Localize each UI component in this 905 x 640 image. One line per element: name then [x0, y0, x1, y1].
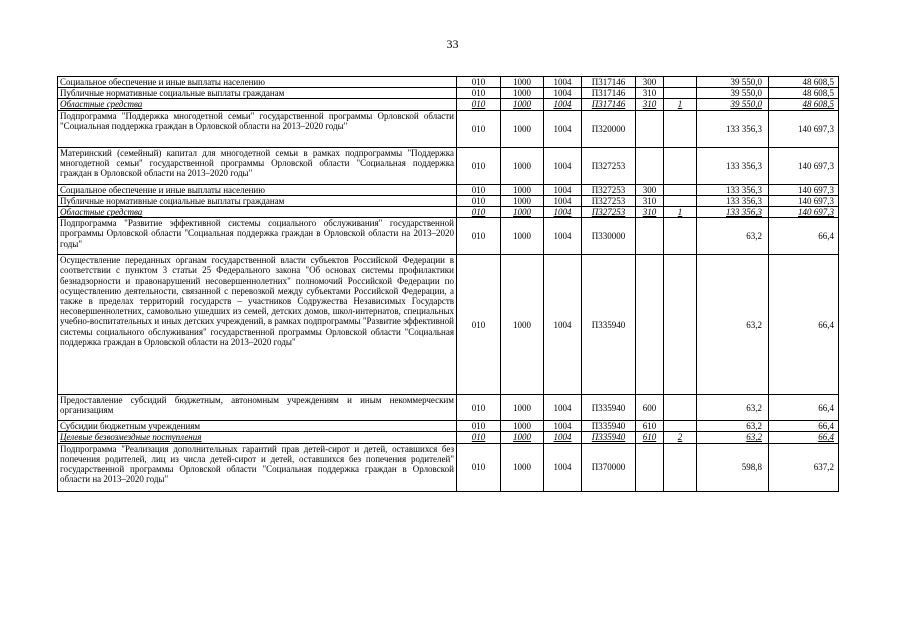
funding-source-code — [664, 184, 697, 195]
target-article-code: П335940 — [582, 432, 636, 443]
row-description — [58, 432, 457, 443]
table-row — [58, 443, 839, 491]
ministry-code: 010 — [457, 218, 501, 255]
table-row — [58, 195, 839, 206]
subsection-code: 1004 — [544, 432, 582, 443]
amount-year-1: 63,2 — [697, 255, 769, 395]
subsection-code: 1004 — [544, 218, 582, 255]
row-description: Публичные нормативные социальные выплаты гражданам — [58, 195, 457, 206]
amount-year-1: 63,2 — [697, 218, 769, 255]
amount-year-2: 140 697,3 — [769, 147, 839, 184]
expense-type-code: 310 — [636, 99, 664, 110]
funding-source-code — [664, 421, 697, 432]
section-code: 1000 — [501, 195, 544, 206]
section-code: 1000 — [501, 99, 544, 110]
amount-year-2: 140 697,3 — [769, 184, 839, 195]
amount-year-2: 48 608,5 — [769, 88, 839, 99]
amount-year-2: 66,4 — [769, 255, 839, 395]
section-code: 1000 — [501, 421, 544, 432]
funding-source-code: 1 — [664, 99, 697, 110]
target-article-code: П327253 — [582, 195, 636, 206]
section-code: 1000 — [501, 110, 544, 147]
section-code: 1000 — [501, 218, 544, 255]
amount-year-2: 140 697,3 — [769, 110, 839, 147]
funding-source-code — [664, 88, 697, 99]
target-article-code: П370000 — [582, 443, 636, 491]
ministry-code: 010 — [457, 207, 501, 218]
amount-year-2: 66,4 — [769, 218, 839, 255]
subsection-code: 1004 — [544, 99, 582, 110]
table-row — [58, 207, 839, 218]
amount-year-2: 637,2 — [769, 443, 839, 491]
funding-source-code — [664, 195, 697, 206]
ministry-code: 010 — [457, 195, 501, 206]
subsection-code: 1004 — [544, 443, 582, 491]
amount-year-2: 48 608,5 — [769, 99, 839, 110]
table-row — [58, 218, 839, 255]
ministry-code: 010 — [457, 255, 501, 395]
subsection-code: 1004 — [544, 395, 582, 421]
section-code: 1000 — [501, 207, 544, 218]
amount-year-1: 133 356,3 — [697, 195, 769, 206]
section-code: 1000 — [501, 255, 544, 395]
subsection-code: 1004 — [544, 421, 582, 432]
expense-type-code: 600 — [636, 395, 664, 421]
funding-source-code — [664, 77, 697, 88]
target-article-code: П327253 — [582, 184, 636, 195]
subsection-code: 1004 — [544, 195, 582, 206]
amount-year-2: 66,4 — [769, 395, 839, 421]
row-description — [58, 99, 457, 110]
amount-year-1: 63,2 — [697, 421, 769, 432]
section-code: 1000 — [501, 184, 544, 195]
expense-type-code — [636, 110, 664, 147]
target-article-code: П327253 — [582, 207, 636, 218]
table-row — [58, 88, 839, 99]
amount-year-2: 140 697,3 — [769, 195, 839, 206]
row-description: Предоставление субсидий бюджетным, автономным учреждениям и иным некоммерческим организациям — [58, 395, 457, 421]
table-row — [58, 432, 839, 443]
amount-year-1: 133 356,3 — [697, 207, 769, 218]
ministry-code: 010 — [457, 110, 501, 147]
row-description: Субсидии бюджетным учреждениям — [58, 421, 457, 432]
subsection-code: 1004 — [544, 88, 582, 99]
expense-type-code — [636, 218, 664, 255]
target-article-code: П320000 — [582, 110, 636, 147]
expense-type-code: 300 — [636, 77, 664, 88]
expense-type-code: 310 — [636, 207, 664, 218]
table-row — [58, 395, 839, 421]
table-row — [58, 184, 839, 195]
target-article-code: П317146 — [582, 77, 636, 88]
amount-year-1: 133 356,3 — [697, 147, 769, 184]
target-article-code: П327253 — [582, 147, 636, 184]
subsection-code: 1004 — [544, 255, 582, 395]
expense-type-code — [636, 255, 664, 395]
expense-type-code — [636, 147, 664, 184]
ministry-code: 010 — [457, 99, 501, 110]
target-article-code: П335940 — [582, 395, 636, 421]
funding-source-code — [664, 395, 697, 421]
expense-type-code: 310 — [636, 195, 664, 206]
expense-type-code: 610 — [636, 432, 664, 443]
section-code: 1000 — [501, 443, 544, 491]
funding-source-code: 2 — [664, 432, 697, 443]
target-article-code: П335940 — [582, 421, 636, 432]
row-description: Социальное обеспечение и иные выплаты населению — [58, 184, 457, 195]
amount-year-1: 39 550,0 — [697, 88, 769, 99]
amount-year-1: 39 550,0 — [697, 77, 769, 88]
table-row — [58, 147, 839, 184]
subsection-code: 1004 — [544, 207, 582, 218]
funding-source-code — [664, 110, 697, 147]
table-row — [58, 99, 839, 110]
expense-type-code — [636, 443, 664, 491]
ministry-code: 010 — [457, 395, 501, 421]
target-article-code: П335940 — [582, 255, 636, 395]
ministry-code: 010 — [457, 421, 501, 432]
table-row — [58, 255, 839, 395]
ministry-code: 010 — [457, 77, 501, 88]
expense-type-code: 310 — [636, 88, 664, 99]
amount-year-1: 39 550,0 — [697, 99, 769, 110]
funding-source-code — [664, 443, 697, 491]
target-article-code: П317146 — [582, 88, 636, 99]
expense-type-code: 300 — [636, 184, 664, 195]
funding-source-code — [664, 255, 697, 395]
funding-source-code — [664, 147, 697, 184]
subsection-code: 1004 — [544, 184, 582, 195]
funding-source-code: 1 — [664, 207, 697, 218]
ministry-code: 010 — [457, 432, 501, 443]
row-description: Подпрограмма "Реализация дополнительных гарантий прав детей-сирот и детей, оставшихся без попечения родителей, лиц из числа детей-сирот и детей, оставшихся без попечения родителей" государственной программы Орловской области "Социальная поддержка граждан в Орловской области на 2013–2020 годы" — [58, 443, 457, 491]
ministry-code: 010 — [457, 147, 501, 184]
amount-year-2: 66,4 — [769, 421, 839, 432]
section-code: 1000 — [501, 395, 544, 421]
row-description — [58, 207, 457, 218]
row-description: Осуществление переданных органам государственной власти субъектов Российской Федерации в соответствии с пунктом 3 статьи 25 Федерального закона "Об основах системы профилактики безнадзорности и правонарушений несовершеннолетних" полномочий Российской Федерации по осуществлению деятельности, связанной с перевозкой между субъектами Российской Федерации, а также в пределах территорий государств – участников Содружества Независимых Государств несовершеннолетних, самовольно ушедших из семей, детских домов, школ-интернатов, специальных учебно-воспитательных и иных детских учреждений, в рамках подпрограммы "Развитие эффективной системы социального обслуживания" государственной программы Орловской области "Социальная поддержка граждан в Орловской области на 2013–2020 годы" — [58, 255, 457, 395]
section-code: 1000 — [501, 147, 544, 184]
table-row — [58, 77, 839, 88]
section-code: 1000 — [501, 432, 544, 443]
amount-year-2: 48 608,5 — [769, 77, 839, 88]
row-description: Материнский (семейный) капитал для многодетной семьи в рамках подпрограммы "Поддержка многодетной семьи" государственной программы Орловской области "Социальная поддержка граждан в Орловской области на 2013–2020 годы" — [58, 147, 457, 184]
row-description: Подпрограмма "Развитие эффективной системы социального обслуживания" государственной программы Орловской области "Социальная поддержка граждан в Орловской области на 2013–2020 годы" — [58, 218, 457, 255]
row-description: Подпрограмма "Поддержка многодетной семьи" государственной программы Орловской области "Социальная поддержка граждан в Орловской области на 2013–2020 годы" — [58, 110, 457, 147]
page-number: 33 — [446, 37, 459, 51]
funding-source-label: Целевые безвозмездные поступления — [60, 432, 202, 443]
target-article-code: П317146 — [582, 99, 636, 110]
amount-year-1: 63,2 — [697, 395, 769, 421]
amount-year-1: 133 356,3 — [697, 184, 769, 195]
ministry-code: 010 — [457, 184, 501, 195]
table-row — [58, 421, 839, 432]
amount-year-1: 598,8 — [697, 443, 769, 491]
amount-year-2: 140 697,3 — [769, 207, 839, 218]
section-code: 1000 — [501, 77, 544, 88]
funding-source-code — [664, 218, 697, 255]
subsection-code: 1004 — [544, 147, 582, 184]
budget-table — [57, 76, 839, 492]
ministry-code: 010 — [457, 88, 501, 99]
table-row — [58, 110, 839, 147]
ministry-code: 010 — [457, 443, 501, 491]
funding-source-label: Областные средства — [60, 207, 143, 218]
subsection-code: 1004 — [544, 77, 582, 88]
amount-year-1: 133 356,3 — [697, 110, 769, 147]
row-description: Социальное обеспечение и иные выплаты населению — [58, 77, 457, 88]
funding-source-label: Областные средства — [60, 99, 143, 110]
expense-type-code: 610 — [636, 421, 664, 432]
section-code: 1000 — [501, 88, 544, 99]
amount-year-2: 66,4 — [769, 432, 839, 443]
target-article-code: П330000 — [582, 218, 636, 255]
subsection-code: 1004 — [544, 110, 582, 147]
row-description: Публичные нормативные социальные выплаты гражданам — [58, 88, 457, 99]
amount-year-1: 63,2 — [697, 432, 769, 443]
